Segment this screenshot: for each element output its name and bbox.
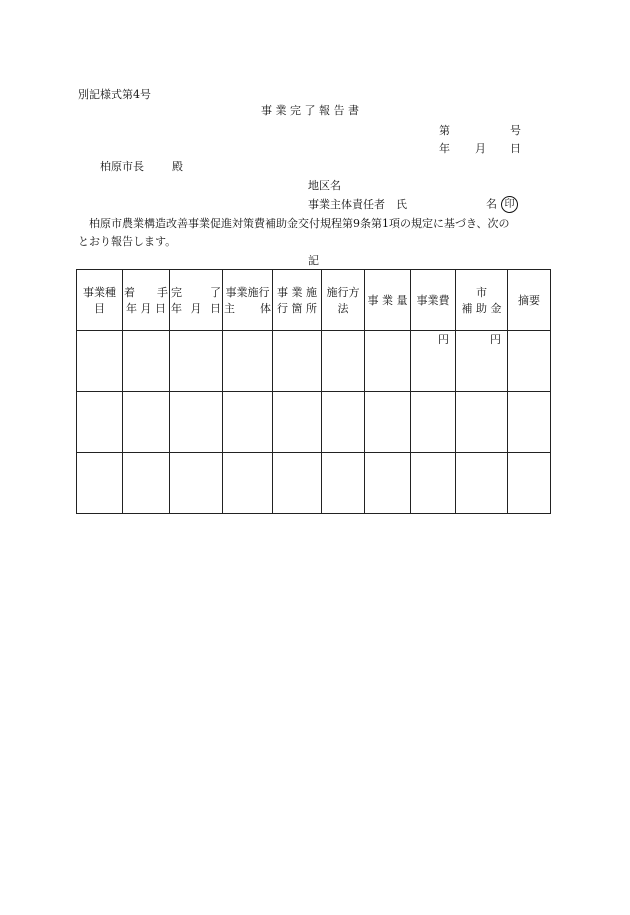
table-cell[interactable] xyxy=(123,453,170,514)
ki-label: 記 xyxy=(308,254,319,267)
table-cell[interactable] xyxy=(77,331,123,392)
district-label: 地区名 xyxy=(308,179,341,192)
name-field xyxy=(486,196,518,213)
table-cell[interactable] xyxy=(123,331,170,392)
addressee-name: 柏原市長 xyxy=(100,160,144,173)
table-cell[interactable] xyxy=(223,392,273,453)
table-cell[interactable] xyxy=(456,392,508,453)
table-cell[interactable] xyxy=(273,453,322,514)
addressee-honorific: 殿 xyxy=(172,160,183,173)
table-cell[interactable] xyxy=(508,331,551,392)
col-method: 施行方 法 xyxy=(322,270,365,331)
table-cell[interactable] xyxy=(508,392,551,453)
table-cell[interactable] xyxy=(411,392,456,453)
col-subsidy: 市 補 助 金 xyxy=(456,270,508,331)
form-number: 別記様式第4号 xyxy=(78,88,151,101)
name-suffix: 名 xyxy=(486,197,497,211)
col-end-date: 完 了 年 月 日 xyxy=(170,270,223,331)
table-cell[interactable] xyxy=(365,331,411,392)
document-title: 事 業 完 了 報 告 書 xyxy=(261,104,359,117)
table-cell[interactable] xyxy=(456,453,508,514)
body-line-2: とおり報告します。 xyxy=(78,235,177,248)
col-start-date: 着 手 年 月 日 xyxy=(123,270,170,331)
cost-unit: 円 xyxy=(438,333,449,346)
table-cell[interactable] xyxy=(365,392,411,453)
date-day-label: 日 xyxy=(510,142,521,155)
header-row xyxy=(77,270,551,331)
table-row xyxy=(77,331,551,392)
table-cell[interactable] xyxy=(365,453,411,514)
col-place: 事 業 施 行 箇 所 xyxy=(273,270,322,331)
responsible-label: 事業主体責任者 氏 xyxy=(308,198,407,211)
table-cell[interactable] xyxy=(273,331,322,392)
body-line-1: 柏原市農業構造改善事業促進対策費補助金交付規程第9条第1項の規定に基づき、次の xyxy=(89,217,510,230)
table-cell[interactable] xyxy=(411,453,456,514)
table-cell[interactable] xyxy=(77,392,123,453)
subsidy-unit: 円 xyxy=(490,333,501,346)
col-notes: 摘要 xyxy=(508,270,551,331)
table-cell[interactable] xyxy=(223,331,273,392)
table-cell[interactable] xyxy=(77,453,123,514)
table-cell[interactable] xyxy=(170,331,223,392)
subsidy-cell[interactable] xyxy=(456,331,508,392)
date-year-label: 年 xyxy=(439,142,450,155)
table-cell[interactable] xyxy=(322,392,365,453)
col-type: 事業種目 xyxy=(77,270,123,331)
seal-mark: 印 xyxy=(501,196,518,213)
table-row xyxy=(77,392,551,453)
report-table xyxy=(76,269,551,514)
col-cost: 事業費 xyxy=(411,270,456,331)
table-cell[interactable] xyxy=(170,453,223,514)
table-cell[interactable] xyxy=(170,392,223,453)
table-cell[interactable] xyxy=(273,392,322,453)
cost-cell[interactable] xyxy=(411,331,456,392)
table-cell[interactable] xyxy=(223,453,273,514)
number-suffix: 号 xyxy=(510,124,521,137)
table-cell[interactable] xyxy=(322,453,365,514)
table-cell[interactable] xyxy=(322,331,365,392)
date-month-label: 月 xyxy=(475,142,486,155)
table-cell[interactable] xyxy=(508,453,551,514)
table-row xyxy=(77,453,551,514)
table-cell[interactable] xyxy=(123,392,170,453)
col-actor: 事業施行 主 体 xyxy=(223,270,273,331)
number-prefix: 第 xyxy=(439,124,450,137)
col-amount: 事 業 量 xyxy=(365,270,411,331)
